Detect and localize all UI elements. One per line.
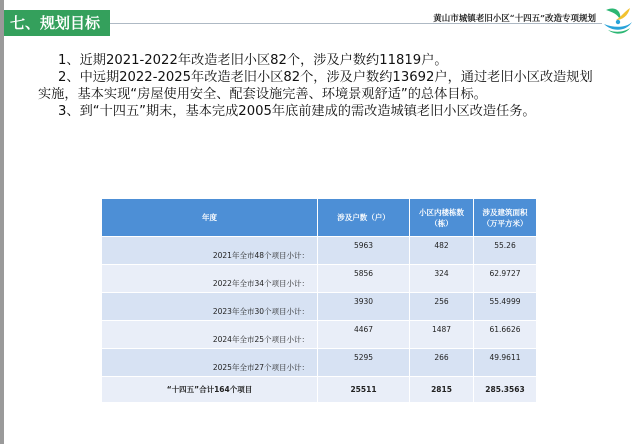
header-area: 涉及建筑面积（万平方米） (474, 199, 537, 237)
row-area: 62.9727 (474, 265, 537, 293)
table-total-row (102, 377, 537, 403)
row-area: 55.4999 (474, 293, 537, 321)
table-row (102, 321, 537, 349)
row-buildings: 266 (410, 349, 474, 377)
row-buildings: 324 (410, 265, 474, 293)
document-title: 黄山市城镇老旧小区“十四五”改造专项规划 (433, 14, 596, 24)
row-area: 49.9611 (474, 349, 537, 377)
table-row (102, 265, 537, 293)
section-title: 七、规划目标 (4, 10, 110, 36)
row-buildings: 482 (410, 237, 474, 265)
left-edge-strip (0, 0, 4, 444)
row-label: 2024年全市25个项目小计： (102, 321, 318, 349)
row-label: 2021年全市48个项目小计： (102, 237, 318, 265)
table-row (102, 237, 537, 265)
row-label: 2022年全市34个项目小计： (102, 265, 318, 293)
header-households: 涉及户数（户） (318, 199, 410, 237)
row-label: 2025年全市27个项目小计： (102, 349, 318, 377)
total-area: 285.3563 (474, 377, 537, 403)
goal-paragraph-2: 2、中远期2022-2025年改造老旧小区82个，涉及户数约13692户，通过老旧小区改造规划实施，基本实现“房屋使用安全、配套设施完善、环境景观舒适”的总体目标。 (38, 70, 593, 102)
row-area: 55.26 (474, 237, 537, 265)
leaf-swirl-logo-icon (600, 2, 636, 38)
row-households: 5856 (318, 265, 410, 293)
renovation-table (101, 198, 536, 402)
table-row (102, 293, 537, 321)
row-buildings: 1487 (410, 321, 474, 349)
row-households: 5963 (318, 237, 410, 265)
row-households: 5295 (318, 349, 410, 377)
row-households: 4467 (318, 321, 410, 349)
row-area: 61.6626 (474, 321, 537, 349)
row-buildings: 256 (410, 293, 474, 321)
goal-paragraph-3: 3、到“十四五”期末，基本完成2005年底前建成的需改造城镇老旧小区改造任务。 (58, 104, 536, 119)
row-label: 2023年全市30个项目小计： (102, 293, 318, 321)
total-label: “十四五”合计164个项目 (102, 377, 318, 403)
total-buildings: 2815 (410, 377, 474, 403)
header-year: 年度 (102, 199, 318, 237)
header-buildings: 小区内楼栋数（栋） (410, 199, 474, 237)
total-households: 25511 (318, 377, 410, 403)
table-header-row (102, 199, 537, 237)
table-row (102, 349, 537, 377)
goal-paragraph-1: 1、近期2021-2022年改造老旧小区82个，涉及户数约11819户。 (58, 53, 448, 68)
row-households: 3930 (318, 293, 410, 321)
goal-paragraphs (38, 52, 604, 120)
